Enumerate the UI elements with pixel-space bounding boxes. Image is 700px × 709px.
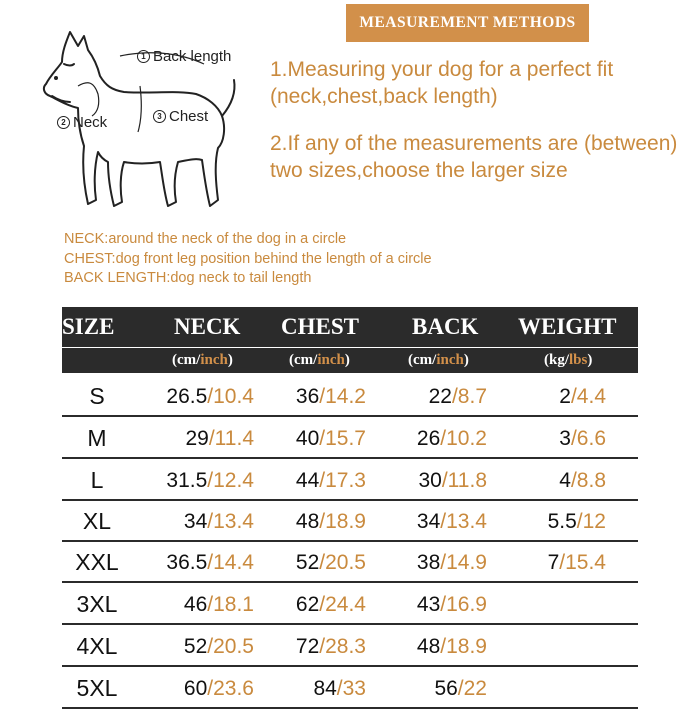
title-banner: MEASUREMENT METHODS <box>346 4 589 42</box>
weight-cell <box>548 501 606 542</box>
back-cm-value: 26 <box>416 426 441 450</box>
neck-cm-value: 36.5 <box>166 550 208 574</box>
size-cell: 4XL <box>76 633 118 659</box>
weight-cell <box>559 460 606 501</box>
definition-neck: NECK:around the neck of the dog in a circle <box>64 231 347 247</box>
neck-cell <box>166 542 254 583</box>
table-row <box>62 626 638 667</box>
neck-inch-value: /11.4 <box>208 426 254 450</box>
back-cm-value: 22 <box>428 384 452 408</box>
back-cell <box>434 668 487 709</box>
unit-back: (cm/ inch ) <box>408 352 469 368</box>
neck-inch-value: /23.6 <box>207 676 254 700</box>
back-inch-value: /11.8 <box>441 468 487 492</box>
chest-inch-value: /24.4 <box>319 592 366 616</box>
table-row <box>62 376 638 417</box>
back-length-text: Back length <box>153 48 232 65</box>
neck-inch-value: /13.4 <box>207 509 254 533</box>
table-row <box>62 542 638 583</box>
back-inch-value: /8.7 <box>451 384 487 408</box>
neck-cm-value: 34 <box>183 509 208 533</box>
neck-cell <box>184 584 254 625</box>
neck-cell <box>184 668 254 709</box>
neck-text: Neck <box>73 114 108 131</box>
chest-cell <box>296 501 366 542</box>
header-weight: WEIGHT <box>518 314 617 339</box>
weight-cell <box>548 542 606 583</box>
size-cell: XXL <box>75 549 119 575</box>
header-back: BACK <box>412 314 479 339</box>
size-cell: L <box>90 467 104 493</box>
back-cm-value: 30 <box>418 468 442 492</box>
size-cell: 5XL <box>76 675 118 701</box>
back-cm-value: 34 <box>416 509 441 533</box>
header-size: SIZE <box>62 314 115 339</box>
number-3-icon: 3 <box>153 110 166 123</box>
size-cell: M <box>87 425 107 451</box>
neck-cm-value: 52 <box>183 634 208 658</box>
chest-cm-value: 48 <box>295 509 320 533</box>
chest-cm-value: 40 <box>295 426 320 450</box>
neck-cm-value: 29 <box>185 426 209 450</box>
table-header <box>62 307 638 347</box>
chest-inch-value: /28.3 <box>319 634 366 658</box>
instruction-1: 1.Measuring your dog for a perfect fit (neck,chest,back length) <box>270 58 614 108</box>
back-inch-value: /10.2 <box>440 426 487 450</box>
definition-back-length: BACK LENGTH:dog neck to tail length <box>64 270 312 286</box>
neck-inch-value: /14.4 <box>207 550 254 574</box>
weight-inch-value: /8.8 <box>570 468 606 492</box>
chest-text: Chest <box>169 108 209 125</box>
chest-inch-value: /33 <box>336 676 366 700</box>
definitions <box>64 230 432 289</box>
back-cell <box>417 626 487 667</box>
weight-cm-value: 4 <box>559 468 571 492</box>
chest-inch-value: /15.7 <box>319 426 366 450</box>
weight-cm-value: 3 <box>559 426 571 450</box>
number-2-icon: 2 <box>57 116 70 129</box>
neck-cell <box>166 460 254 501</box>
chest-inch-value: /17.3 <box>319 468 366 492</box>
chest-cm-value: 72 <box>295 634 320 658</box>
chest-inch-value: /20.5 <box>319 550 366 574</box>
number-1-icon: 1 <box>137 50 150 63</box>
chest-cell <box>296 542 366 583</box>
table-row <box>62 460 638 501</box>
back-cell <box>417 542 487 583</box>
neck-cm-value: 31.5 <box>166 468 208 492</box>
neck-cm-value: 46 <box>183 592 208 616</box>
chest-label <box>153 108 208 125</box>
neck-inch-value: /10.4 <box>207 384 254 408</box>
chest-cell <box>296 376 366 417</box>
size-cell: S <box>89 383 105 409</box>
chest-cell <box>313 668 366 709</box>
table-units-header <box>62 348 638 373</box>
definition-chest: CHEST:dog front leg position behind the length of a circle <box>64 250 432 267</box>
back-cell <box>417 418 487 459</box>
back-inch-value: /14.9 <box>440 550 487 574</box>
table-row <box>62 668 638 709</box>
header-neck: NECK <box>174 314 241 339</box>
back-inch-value: /13.4 <box>440 509 487 533</box>
size-cell: 3XL <box>76 591 118 617</box>
weight-cell <box>559 418 606 459</box>
chest-cm-value: 36 <box>295 384 320 408</box>
weight-cell <box>559 376 606 417</box>
chest-cm-value: 44 <box>295 468 320 492</box>
table-row <box>62 584 638 625</box>
weight-cm-value: 7 <box>547 550 560 574</box>
chest-cell <box>296 418 366 459</box>
chest-cell <box>296 460 366 501</box>
back-inch-value: /22 <box>457 676 487 700</box>
neck-cell <box>185 418 254 459</box>
weight-inch-value: /15.4 <box>559 550 606 574</box>
weight-cm-value: 5.5 <box>547 509 577 533</box>
back-inch-value: /18.9 <box>440 634 487 658</box>
weight-cm-value: 2 <box>559 384 571 408</box>
back-cm-value: 56 <box>434 676 458 700</box>
neck-inch-value: /18.1 <box>207 592 254 616</box>
back-length-label <box>137 48 231 65</box>
unit-chest: (cm/ inch ) <box>289 352 350 368</box>
unit-neck: (cm/ inch ) <box>172 352 233 368</box>
neck-cm-value: 60 <box>183 676 208 700</box>
back-cell <box>418 460 487 501</box>
table-row <box>62 501 638 542</box>
header-chest: CHEST <box>281 314 359 339</box>
weight-inch-value: /12 <box>576 509 606 533</box>
back-cm-value: 48 <box>416 634 441 658</box>
chest-cm-value: 62 <box>295 592 320 616</box>
unit-weight: (kg/ lbs ) <box>544 352 593 368</box>
neck-inch-value: /12.4 <box>207 468 254 492</box>
table-row <box>62 418 638 459</box>
neck-cell <box>166 376 254 417</box>
neck-cm-value: 26.5 <box>166 384 208 408</box>
chest-cell <box>296 626 366 667</box>
back-cell <box>429 376 487 417</box>
weight-inch-value: /6.6 <box>570 426 606 450</box>
neck-cell <box>184 626 254 667</box>
back-cell <box>417 501 487 542</box>
weight-inch-value: /4.4 <box>570 384 606 408</box>
neck-cell <box>184 501 254 542</box>
chest-cell <box>296 584 366 625</box>
back-inch-value: /16.9 <box>440 592 487 616</box>
chest-inch-value: /18.9 <box>319 509 366 533</box>
chest-cm-value: 84 <box>313 676 337 700</box>
back-cm-value: 43 <box>416 592 441 616</box>
back-cell <box>417 584 487 625</box>
chest-cm-value: 52 <box>295 550 320 574</box>
instruction-2: 2.If any of the measurements are (between) two sizes,choose the larger size <box>270 132 678 182</box>
neck-label <box>57 114 107 131</box>
neck-inch-value: /20.5 <box>207 634 254 658</box>
back-cm-value: 38 <box>416 550 441 574</box>
size-cell: XL <box>82 508 112 534</box>
chest-inch-value: /14.2 <box>319 384 366 408</box>
